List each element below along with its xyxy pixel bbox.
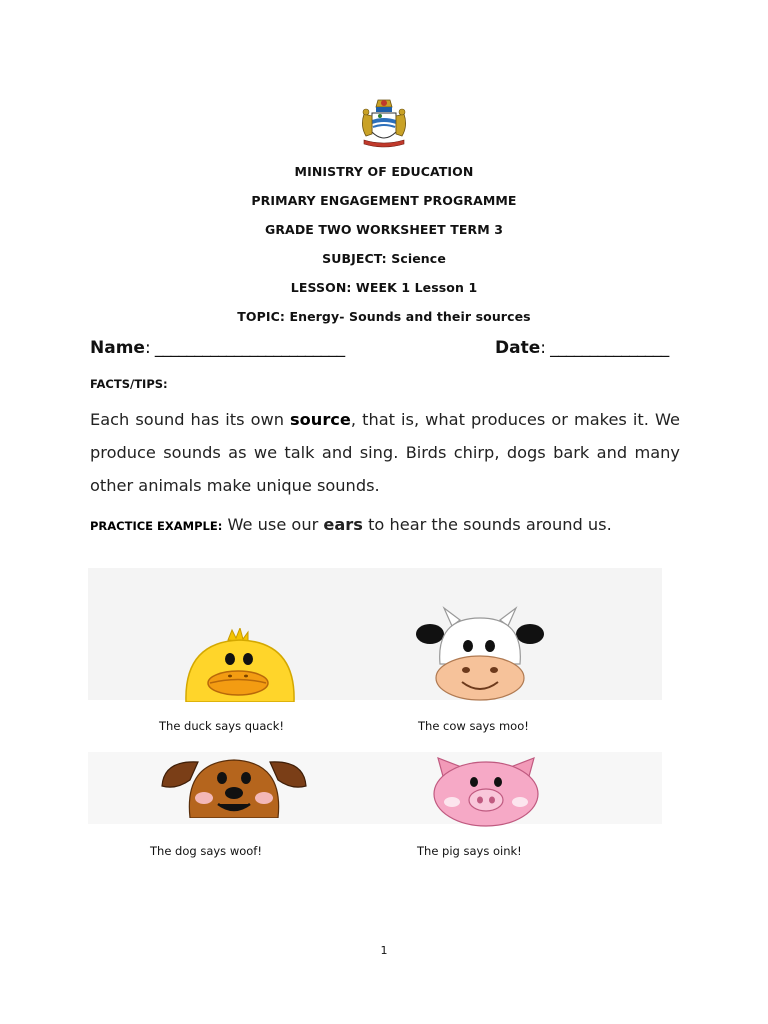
name-field[interactable] bbox=[90, 338, 345, 358]
cow-face-icon bbox=[414, 604, 546, 707]
practice-text-end: to hear the sounds around us. bbox=[362, 515, 612, 534]
date-label: Date bbox=[495, 338, 541, 358]
facts-text-end: , that is, what produces or makes it. We produce sounds as we talk and sing. Birds chirp, dogs bark and many other animals make unique sounds. bbox=[90, 410, 680, 495]
page-number: 1 bbox=[380, 944, 388, 957]
practice-example bbox=[90, 515, 690, 534]
dog-caption: The dog says woof! bbox=[150, 844, 262, 858]
lesson-line: LESSON: WEEK 1 Lesson 1 bbox=[290, 280, 478, 295]
duck-face-icon bbox=[180, 628, 300, 707]
practice-text-start: We use our bbox=[222, 515, 324, 534]
dog-face-icon bbox=[160, 756, 308, 823]
coat-of-arms-icon bbox=[356, 94, 412, 150]
pig-face-icon bbox=[430, 756, 542, 833]
practice-label: PRACTICE EXAMPLE: bbox=[90, 519, 223, 533]
date-field[interactable] bbox=[495, 338, 669, 358]
facts-paragraph bbox=[90, 403, 680, 502]
pig-caption: The pig says oink! bbox=[417, 844, 522, 858]
practice-bold-word: ears bbox=[323, 515, 363, 534]
name-label: Name bbox=[90, 338, 145, 358]
duck-caption: The duck says quack! bbox=[159, 719, 284, 733]
programme-title: PRIMARY ENGAGEMENT PROGRAMME bbox=[251, 193, 517, 208]
subject-line: SUBJECT: Science bbox=[322, 251, 446, 266]
cow-caption: The cow says moo! bbox=[418, 719, 529, 733]
facts-text-start: Each sound has its own bbox=[90, 410, 291, 429]
animal-image-panel-top bbox=[88, 568, 662, 700]
name-date-row bbox=[90, 338, 680, 364]
facts-bold-word: source bbox=[290, 410, 351, 429]
facts-label: FACTS/TIPS: bbox=[90, 377, 168, 391]
topic-line: TOPIC: Energy- Sounds and their sources bbox=[237, 309, 531, 324]
worksheet-title: GRADE TWO WORKSHEET TERM 3 bbox=[264, 222, 504, 237]
date-blank: : _______________ bbox=[540, 338, 669, 358]
name-blank: : ________________________ bbox=[144, 338, 345, 358]
ministry-title: MINISTRY OF EDUCATION bbox=[294, 164, 474, 179]
